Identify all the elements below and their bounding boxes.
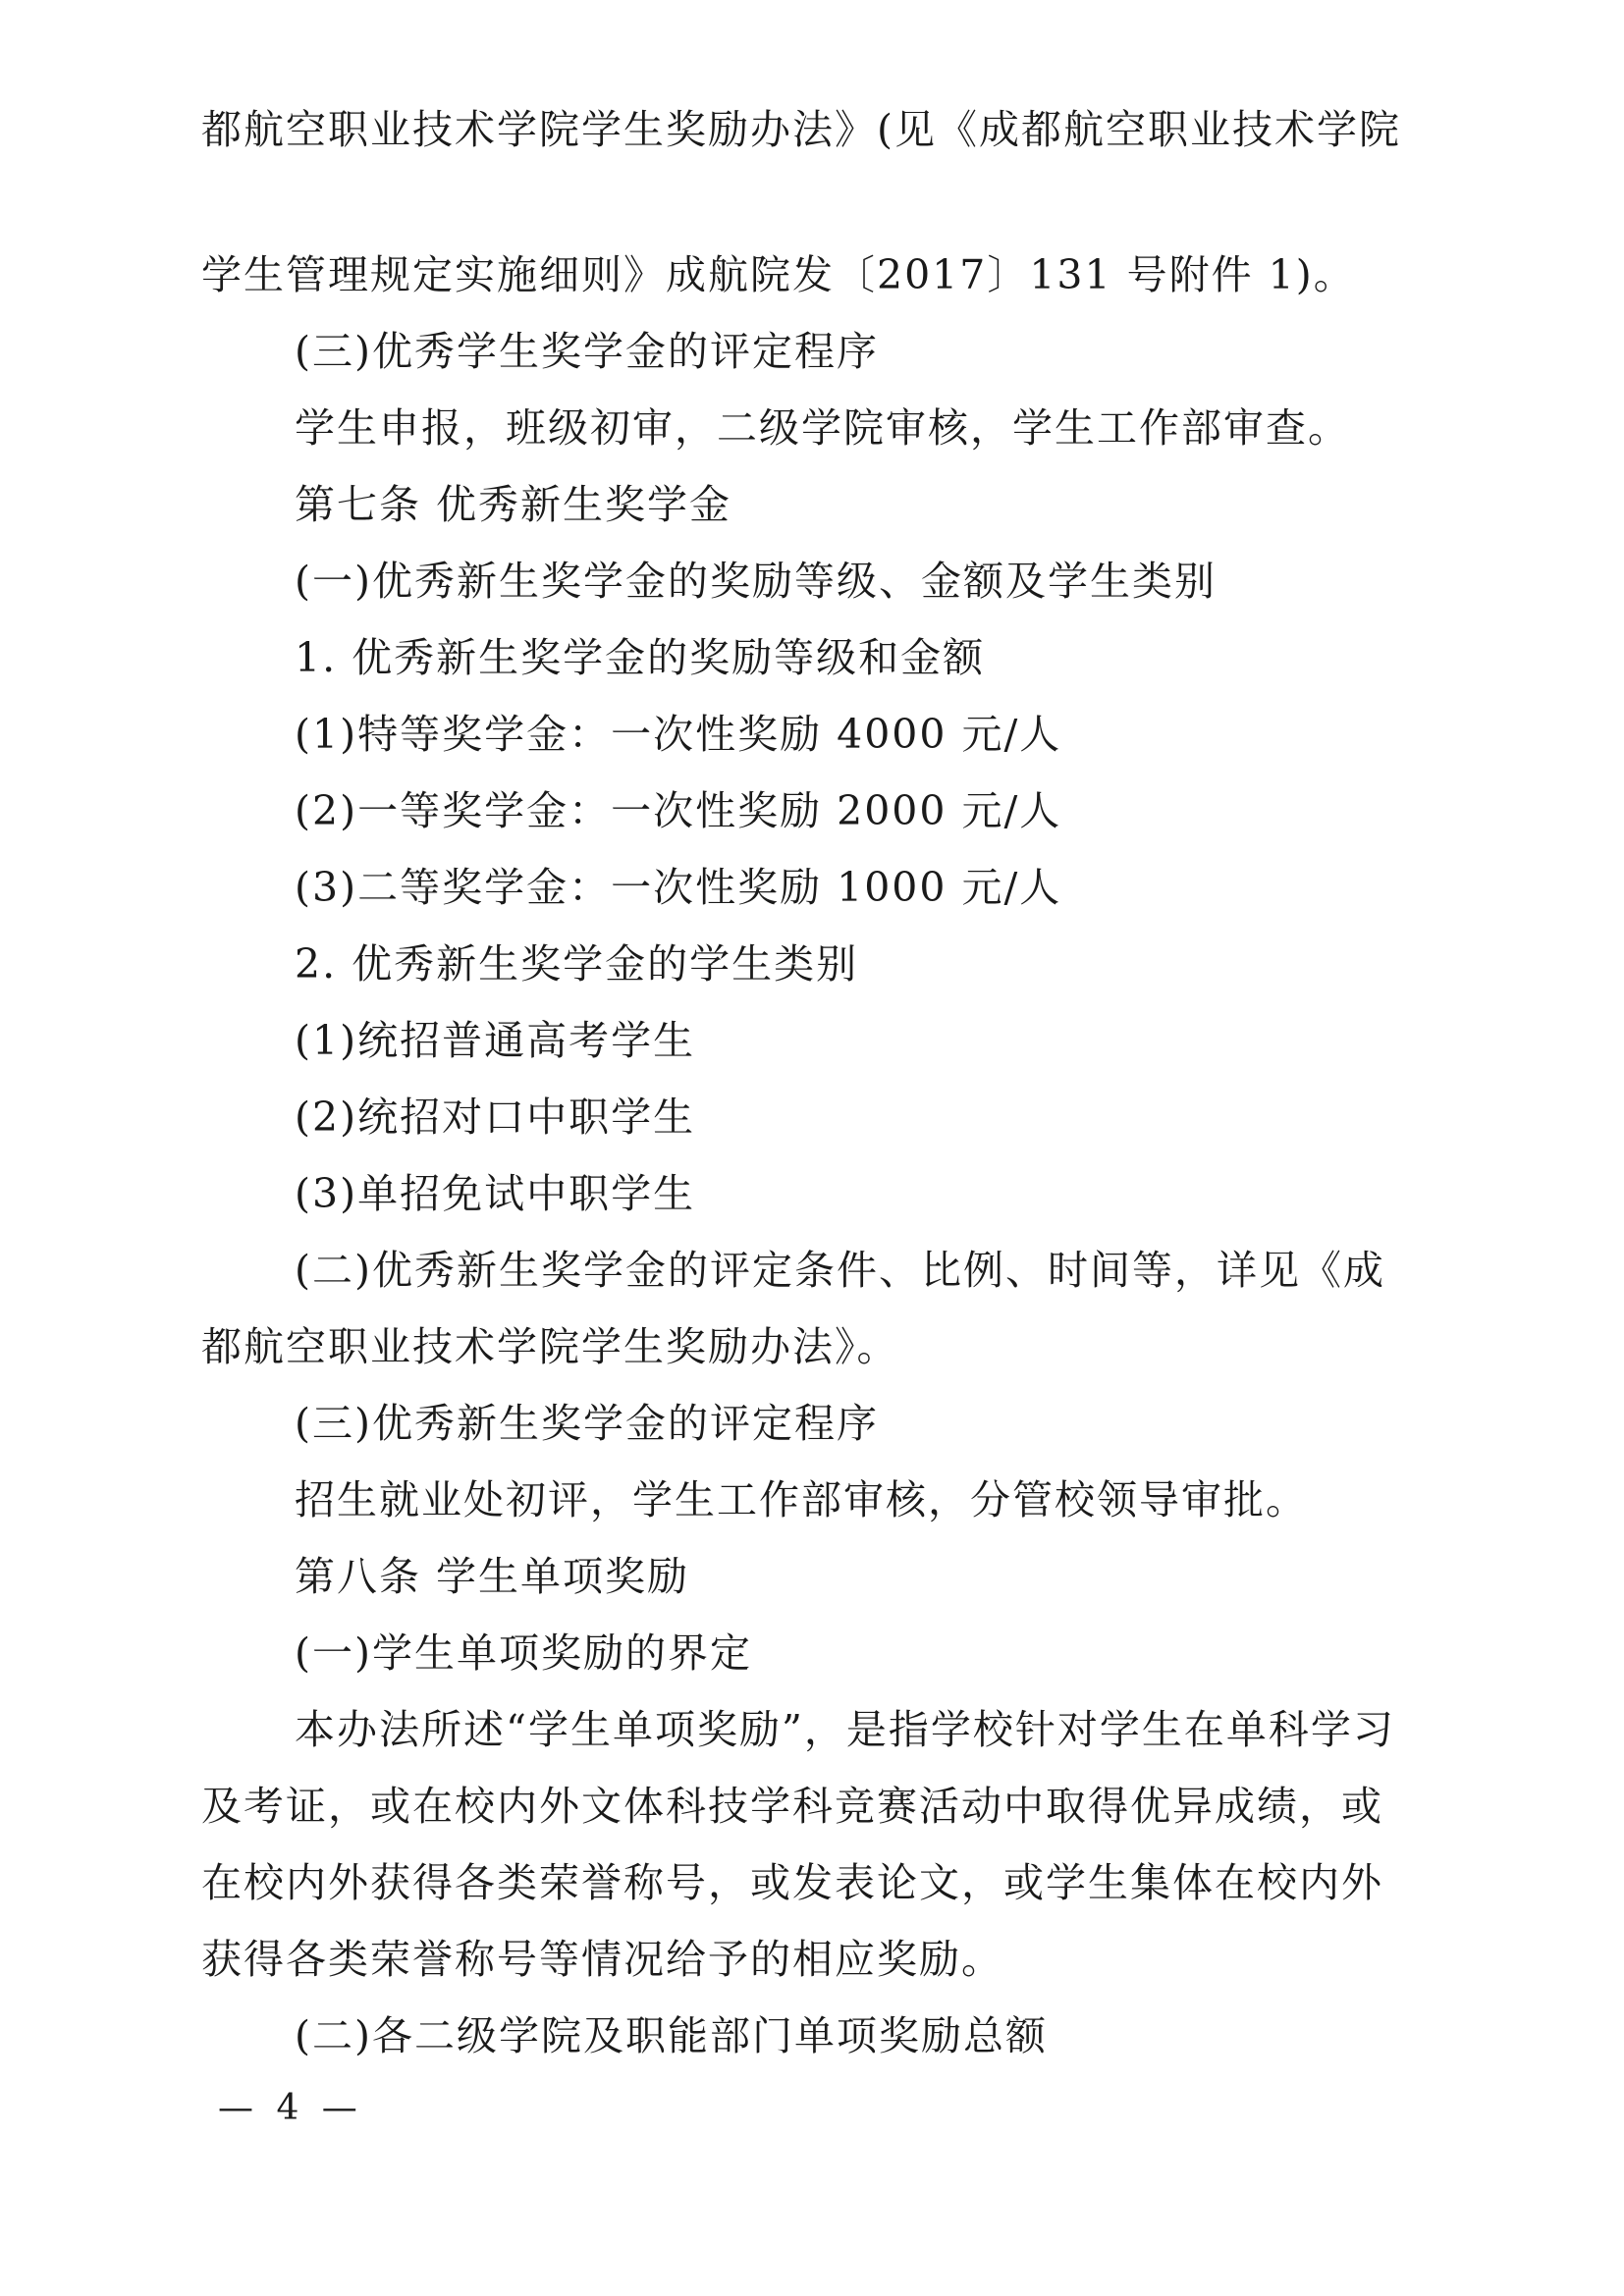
body-line-4: 学生申报，班级初审，二级学院审核，学生工作部审查。 — [295, 404, 1350, 452]
article-heading: 第七条 优秀新生奖学金 — [295, 481, 732, 528]
section-heading: (一)优秀新生奖学金的奖励等级、金额及学生类别 — [295, 558, 1217, 605]
page-number: — 4 — — [218, 2088, 363, 2128]
body-line: 本办法所述“学生单项奖励”，是指学校针对学生在单科学习 — [295, 1706, 1395, 1753]
list-item: (2)统招对口中职学生 — [295, 1094, 696, 1141]
section-heading: (二)各二级学院及职能部门单项奖励总额 — [295, 2012, 1048, 2059]
list-item: (3)二等奖学金：一次性奖励 1000 元/人 — [295, 864, 1062, 911]
section-heading: (一)学生单项奖励的界定 — [295, 1629, 752, 1677]
section-heading: (三)优秀学生奖学金的评定程序 — [295, 328, 879, 375]
body-line: 获得各类荣誉称号等情况给予的相应奖励。 — [201, 1936, 1003, 1983]
body-line-1: 都航空职业技术学院学生奖励办法》(见《成都航空职业技术学院 — [201, 106, 1401, 153]
body-line: 及考证，或在校内外文体科技学科竞赛活动中取得优异成绩，或 — [201, 1783, 1383, 1830]
list-item: (1)统招普通高考学生 — [295, 1017, 696, 1064]
sub-heading: 1. 优秀新生奖学金的奖励等级和金额 — [295, 634, 986, 681]
sub-heading: 2. 优秀新生奖学金的学生类别 — [295, 940, 859, 988]
section-heading: (三)优秀新生奖学金的评定程序 — [295, 1400, 879, 1447]
list-item: (1)特等奖学金：一次性奖励 4000 元/人 — [295, 711, 1062, 758]
list-item: (2)一等奖学金：一次性奖励 2000 元/人 — [295, 787, 1062, 834]
body-line-2: 学生管理规定实施细则》成航院发〔2017〕131 号附件 1)。 — [201, 251, 1356, 298]
body-line: 都航空职业技术学院学生奖励办法》。 — [201, 1323, 899, 1370]
body-line: 招生就业处初评，学生工作部审核，分管校领导审批。 — [295, 1476, 1308, 1523]
section-heading: (二)优秀新生奖学金的评定条件、比例、时间等，详见《成 — [295, 1247, 1385, 1294]
article-heading: 第八条 学生单项奖励 — [295, 1553, 690, 1600]
body-line: 在校内外获得各类荣誉称号，或发表论文，或学生集体在校内外 — [201, 1859, 1383, 1906]
list-item: (3)单招免试中职学生 — [295, 1170, 696, 1217]
